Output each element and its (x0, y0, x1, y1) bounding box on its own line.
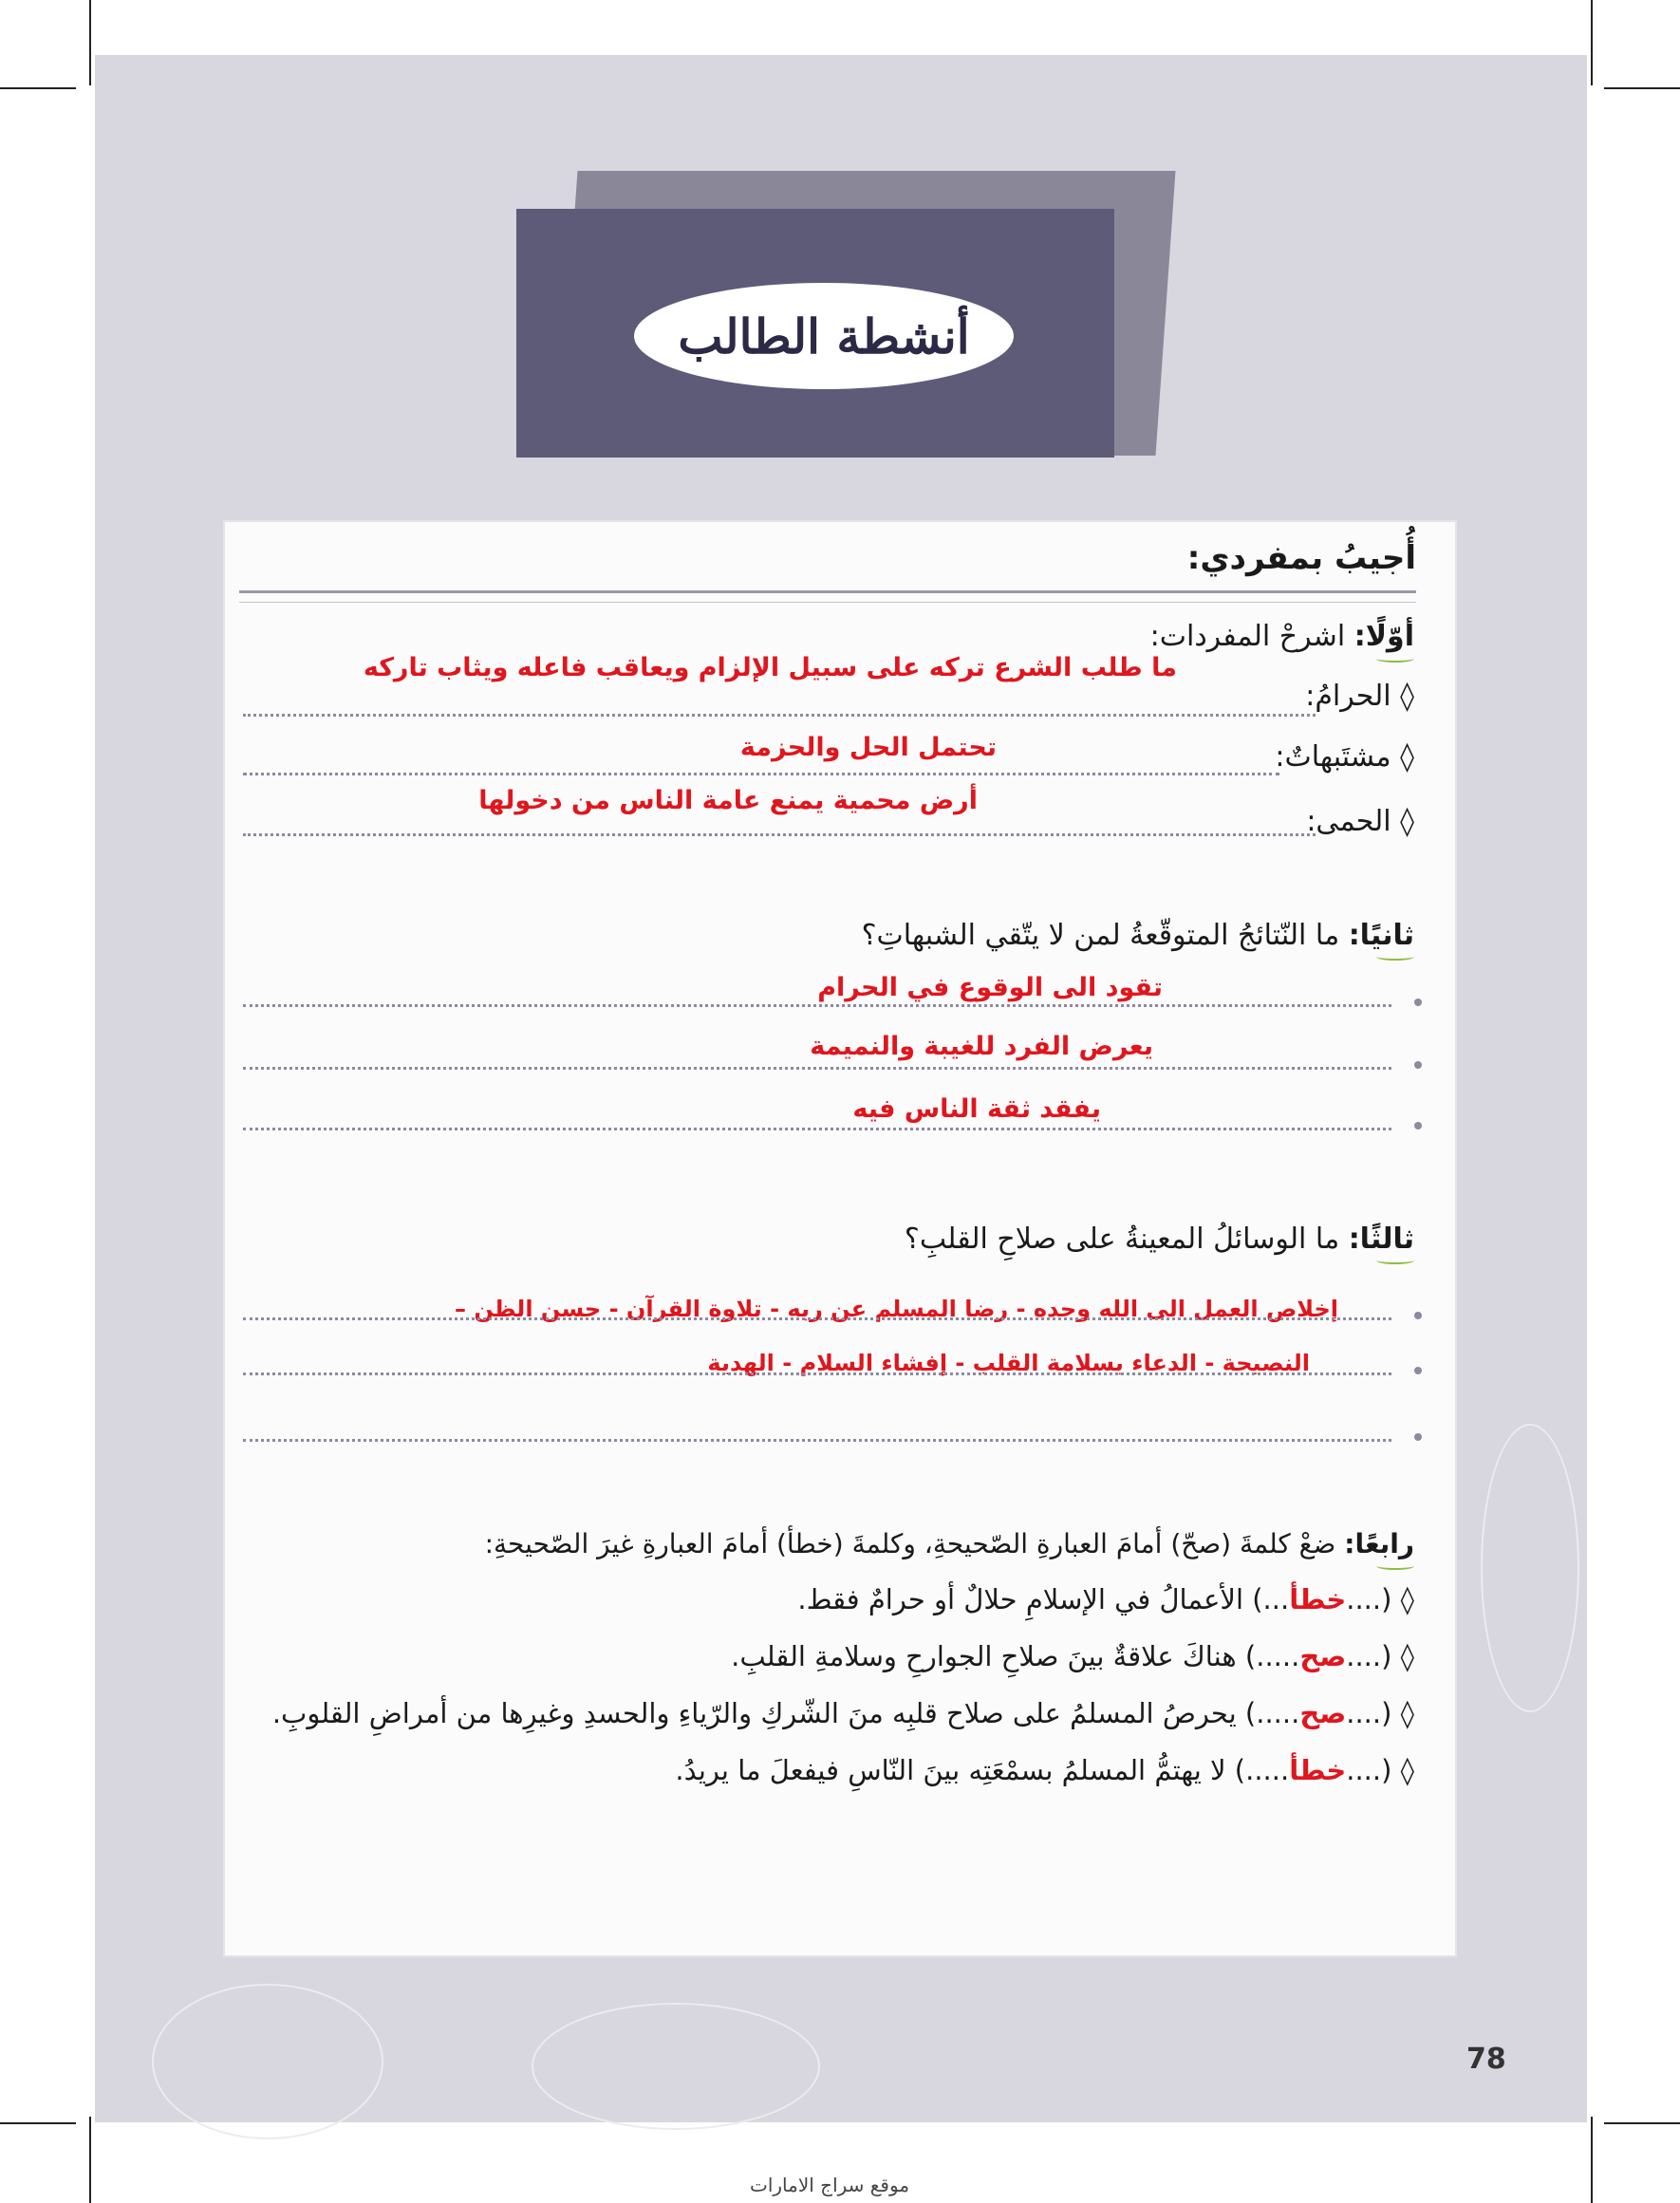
answer-line (243, 773, 1279, 775)
true-false-item (731, 1640, 1414, 1672)
question-2-prompt: ما النّتائجُ المتوقّعةُ لمن لا يتّقي الشبهاتِ؟ (861, 919, 1340, 952)
answer-line (243, 714, 1316, 717)
crop-mark (1604, 2122, 1680, 2124)
question-4-label: رابعًا: (1344, 1528, 1414, 1559)
heading-rule (239, 590, 1416, 593)
question-1 (1150, 620, 1414, 653)
answer-text: تحتمل الحل والحزمة (739, 733, 997, 762)
answer-line (243, 1004, 1391, 1007)
question-4 (485, 1528, 1414, 1559)
term-label: ◊ مشتَبهاتٌ: (1275, 740, 1414, 774)
floral-decoration (152, 1984, 383, 2139)
tf-answer: خطأ (1289, 1583, 1347, 1615)
answer-text: النصيحة - الدعاء بسلامة القلب - إفشاء السلام - الهدية (707, 1350, 1310, 1376)
underline-squiggle (1376, 1257, 1414, 1264)
answer-text: يفقد ثقة الناس فيه (852, 1094, 1101, 1124)
question-1-label: أوّلًا: (1353, 620, 1414, 653)
crop-mark (1604, 87, 1680, 89)
question-3-label: ثالثًا: (1348, 1223, 1414, 1256)
footer-site-name: موقع سراج الامارات (750, 2174, 910, 2196)
tf-statement: يحرصُ المسلمُ على صلاح قلبِه منَ الشّركِ والرّياءِ والحسدِ وغيرِها من أمراضِ القلوبِ. (271, 1697, 1237, 1729)
tf-suffix: .....) (1236, 1697, 1300, 1729)
tf-suffix: .....) (1225, 1754, 1290, 1786)
tf-prefix: ◊ (.... (1346, 1754, 1414, 1786)
answer-text: يعرض الفرد للغيبة والنميمة (810, 1032, 1153, 1061)
crop-mark (0, 2122, 76, 2124)
true-false-item (675, 1754, 1414, 1786)
question-2 (862, 919, 1414, 952)
answer-line (243, 1128, 1391, 1130)
bullet (1414, 999, 1422, 1006)
crop-mark (0, 87, 76, 89)
underline-squiggle (1376, 655, 1414, 663)
question-3 (905, 1223, 1414, 1256)
term-label: ◊ الحرامُ: (1305, 680, 1414, 713)
bullet (1414, 1433, 1422, 1441)
crop-mark (89, 0, 91, 85)
section-heading: أُجيبُ بمفردي: (1186, 539, 1416, 577)
tf-answer: صح (1299, 1697, 1347, 1729)
tf-answer: خطأ (1289, 1754, 1347, 1786)
tf-prefix: ◊ (.... (1346, 1640, 1414, 1672)
floral-decoration (1481, 1424, 1579, 1712)
answer-text: ما طلب الشرع تركه على سبيل الإلزام ويعاقب فاعله ويثاب تاركه (363, 653, 1177, 682)
banner-title-frame (634, 283, 1014, 389)
question-1-prompt: اشرحْ المفردات: (1149, 620, 1346, 653)
heading-rule-thin (239, 602, 1416, 603)
question-4-prompt: ضعْ كلمةَ (صحّ) أمامَ العبارةِ الصّحيحةِ، وكلمةَ (خطأ) أمامَ العبارةِ غيرَ الصّحيحةِ: (484, 1528, 1336, 1559)
bullet (1414, 1122, 1422, 1130)
tf-answer: صح (1299, 1640, 1347, 1672)
answer-line (243, 833, 1316, 836)
answer-text: أرض محمية يمنع عامة الناس من دخولها (478, 786, 978, 815)
tf-prefix: ◊ (.... (1346, 1583, 1414, 1615)
answer-line (243, 1317, 1391, 1320)
answer-text: تقود الى الوقوع في الحرام (817, 973, 1163, 1002)
bullet (1414, 1367, 1422, 1374)
crop-mark (1591, 0, 1593, 85)
true-false-item (797, 1583, 1414, 1615)
bullet (1414, 1061, 1422, 1069)
answer-line (243, 1439, 1391, 1442)
tf-statement: الأعمالُ في الإسلامِ حلالٌ أو حرامٌ فقط. (797, 1583, 1244, 1615)
answer-text: إخلاص العمل الى الله وحده - رضا المسلم عن ربه - تلاوة القرآن - حسن الظن – (454, 1296, 1338, 1322)
underline-squiggle (1376, 953, 1414, 961)
question-2-label: ثانيًا: (1348, 919, 1414, 952)
term-label: ◊ الحمى: (1306, 805, 1414, 838)
tf-suffix: .....) (1236, 1640, 1300, 1672)
underline-squiggle (1376, 1562, 1414, 1570)
page-number: 78 (1466, 2043, 1506, 2076)
crop-mark (89, 2117, 91, 2203)
tf-statement: هناكَ علاقةٌ بينَ صلاحِ الجوارحِ وسلامةِ القلبِ. (731, 1640, 1237, 1672)
crop-mark (1591, 2117, 1593, 2203)
tf-prefix: ◊ (.... (1346, 1697, 1414, 1729)
question-3-prompt: ما الوسائلُ المعينةُ على صلاحِ القلبِ؟ (904, 1223, 1340, 1256)
answer-line (243, 1067, 1391, 1070)
banner-title: أنشطة الطالب (678, 308, 970, 364)
tf-statement: لا يهتمُّ المسلمُ بسمْعَتِه بينَ النّاسِ فيفعلَ ما يريدُ. (675, 1754, 1226, 1786)
floral-decoration (532, 2003, 820, 2130)
true-false-item (272, 1697, 1414, 1729)
answer-line (243, 1372, 1391, 1375)
tf-suffix: ...) (1243, 1583, 1290, 1615)
bullet (1414, 1312, 1422, 1319)
